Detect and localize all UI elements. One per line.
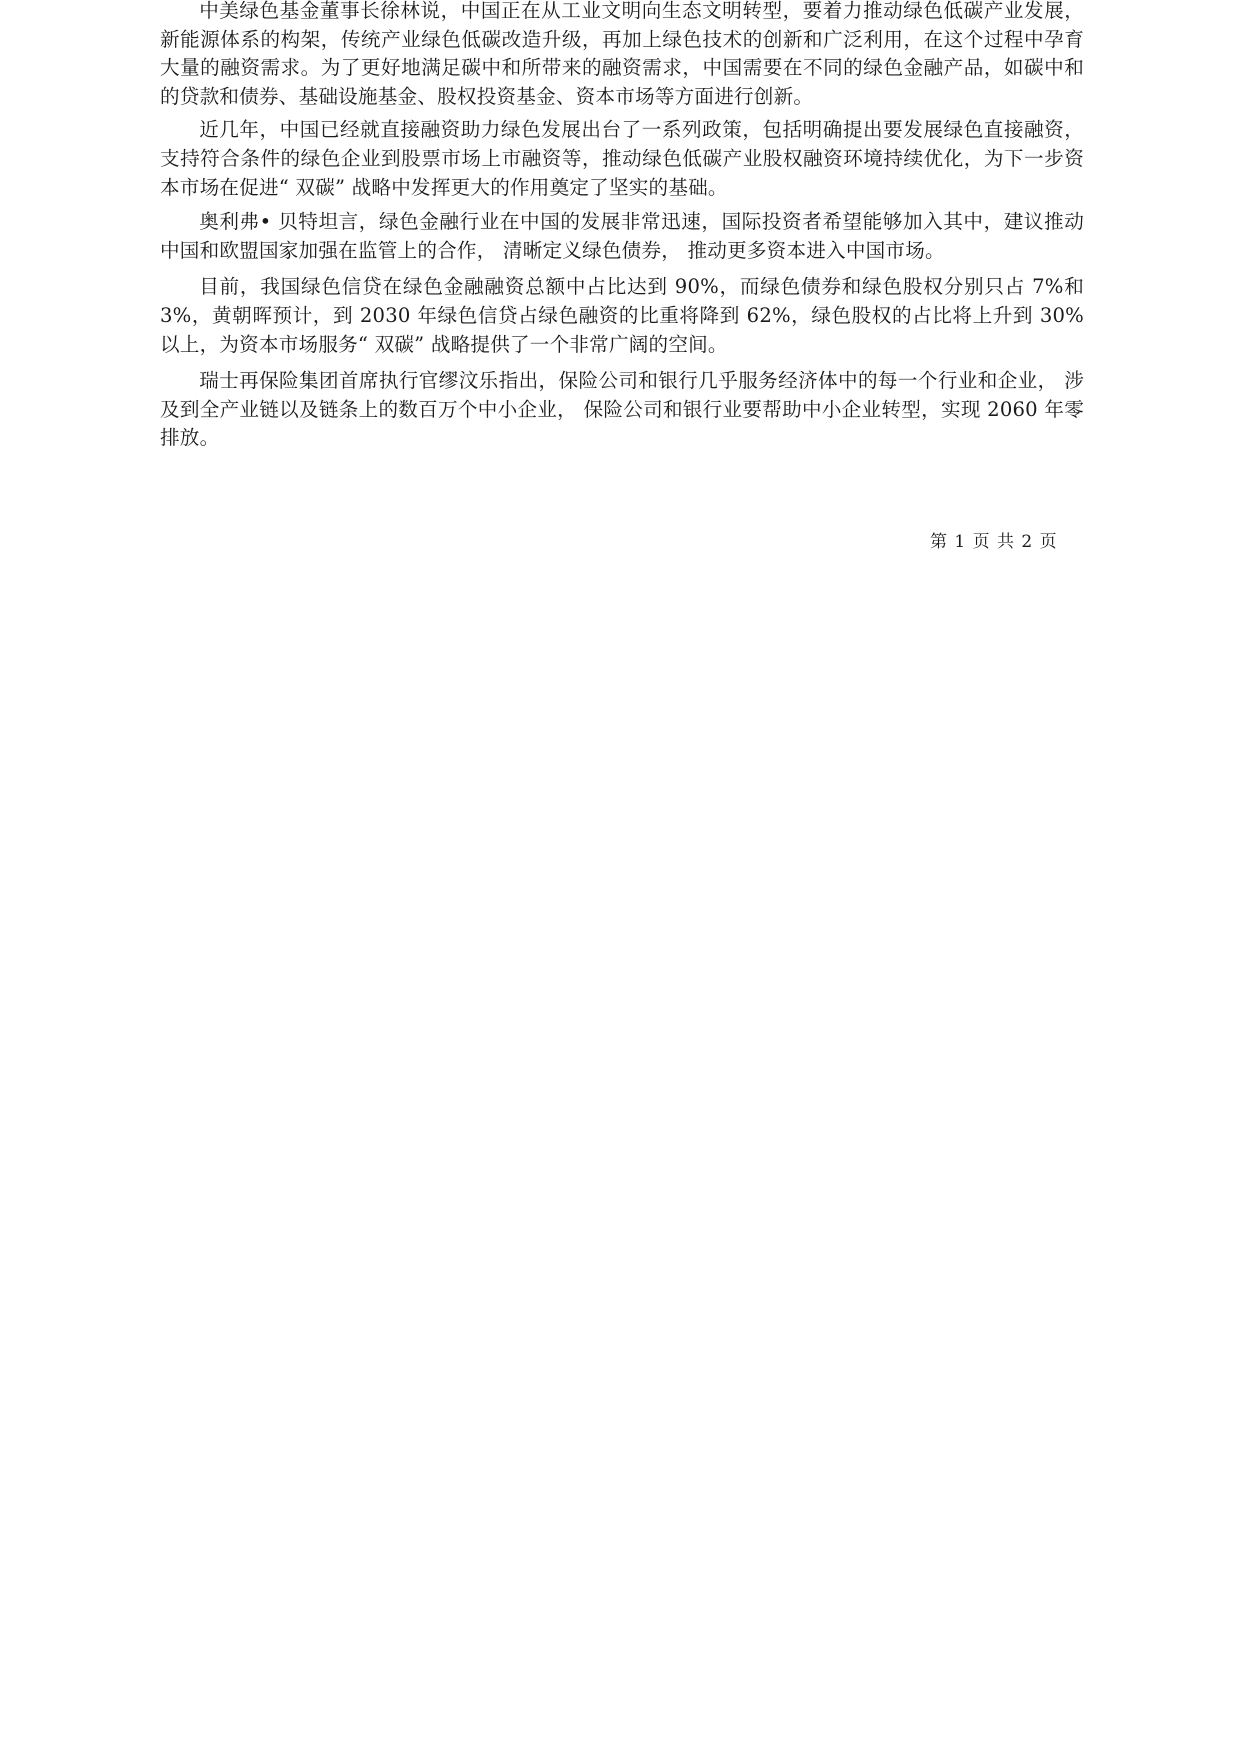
paragraph-insurance-banks: 瑞士再保险集团首席执行官缪汶乐指出，保险公司和银行几乎服务经济体中的每一个行业和企业， 涉及到全产业链以及链条上的数百万个中小企业， 保险公司和银行业要帮助中小企业转型，实现 2060 年零排放。: [160, 369, 1084, 450]
document-body: [160, 0, 1084, 453]
paragraph-green-fund: 中美绿色基金董事长徐林说，中国正在从工业文明向生态文明转型，要着力推动绿色低碳产业发展，新能源体系的构架，传统产业绿色低碳改造升级，再加上绿色技术的创新和广泛利用，在这个过程中孕育大量的融资需求。为了更好地满足碳中和所带来的融资需求，中国需要在不同的绿色金融产品，如碳中和的贷款和债券、基础设施基金、股权投资基金、资本市场等方面进行创新。: [160, 0, 1084, 108]
paragraph-direct-financing-policy: 近几年，中国已经就直接融资助力绿色发展出台了一系列政策，包括明确提出要发展绿色直接融资，支持符合条件的绿色企业到股票市场上市融资等，推动绿色低碳产业股权融资环境持续优化，为下一步资本市场在促进“ 双碳” 战略中发挥更大的作用奠定了坚实的基础。: [160, 118, 1084, 199]
page-number: 第 1 页 共 2 页: [930, 532, 1058, 552]
paragraph-international-investors: 奥利弗• 贝特坦言，绿色金融行业在中国的发展非常迅速，国际投资者希望能够加入其中，建议推动中国和欧盟国家加强在监管上的合作， 清晰定义绿色债券， 推动更多资本进入中国市场。: [160, 210, 1084, 262]
paragraph-green-credit-share: 目前，我国绿色信贷在绿色金融融资总额中占比达到 90%，而绿色债券和绿色股权分别只占 7%和 3%，黄朝晖预计，到 2030 年绿色信贷占绿色融资的比重将降到 62%，绿色股权的占比将上升到 30%以上，为资本市场服务“ 双碳” 战略提供了一个非常广阔的空间。: [160, 275, 1084, 356]
